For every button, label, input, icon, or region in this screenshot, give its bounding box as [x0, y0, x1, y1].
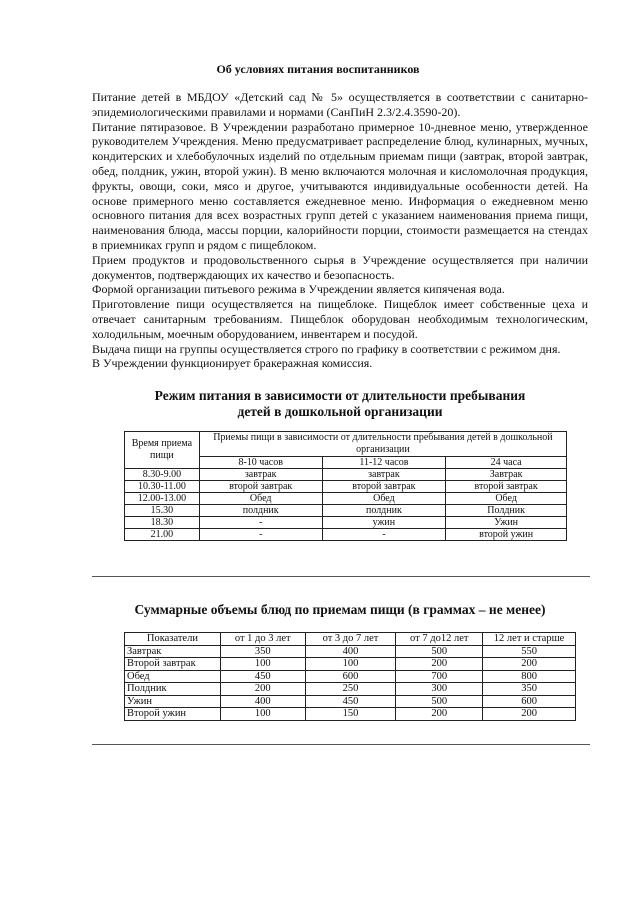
table-row [125, 658, 576, 671]
meal-schedule-table [124, 431, 567, 541]
table-cell: 200 [396, 708, 483, 721]
time-cell: 21.00 [125, 529, 200, 541]
table-cell: 300 [396, 683, 483, 696]
table-cell: 400 [220, 695, 305, 708]
table-cell: второй завтрак [446, 481, 567, 493]
table-cell: 200 [220, 683, 305, 696]
table-row [125, 708, 576, 721]
table-cell: 150 [305, 708, 396, 721]
table-row [125, 529, 567, 541]
group-header: Приемы пищи в зависимости от длительности пребывания детей в дошкольной организации [199, 432, 566, 457]
table-header-row [125, 633, 576, 646]
column-header: 11-12 часов [322, 457, 446, 469]
table-cell: 400 [305, 645, 396, 658]
table-cell: второй ужин [446, 529, 567, 541]
table-cell: 500 [396, 645, 483, 658]
row-label: Обед [125, 670, 221, 683]
time-header: Время приема пищи [125, 432, 200, 469]
portion-volumes-table [124, 632, 576, 721]
table-cell: 350 [483, 683, 576, 696]
row-label: Полдник [125, 683, 221, 696]
table-row [125, 469, 567, 481]
paragraph: Формой организации питьевого режима в Учреждении является кипяченая вода. [92, 282, 505, 297]
table-row [125, 517, 567, 529]
table-cell: Ужин [446, 517, 567, 529]
table-cell: второй завтрак [199, 481, 322, 493]
table-row [125, 670, 576, 683]
table-row [125, 505, 567, 517]
table-cell: Полдник [446, 505, 567, 517]
table-cell: 500 [396, 695, 483, 708]
row-label: Второй ужин [125, 708, 221, 721]
table-cell: - [199, 529, 322, 541]
time-cell: 8.30-9.00 [125, 469, 200, 481]
paragraph: Прием продуктов и продовольственного сырья в Учреждение осуществляется при наличии документов, подтверждающих их качество и безопасность. [92, 252, 588, 282]
column-header: 24 часа [446, 457, 567, 469]
table-cell: второй завтрак [322, 481, 446, 493]
table-cell: Завтрак [446, 469, 567, 481]
row-label: Завтрак [125, 645, 221, 658]
table-cell: 450 [220, 670, 305, 683]
table-cell: 100 [220, 708, 305, 721]
table-cell: 800 [483, 670, 576, 683]
table-cell: полдник [199, 505, 322, 517]
table-cell: 250 [305, 683, 396, 696]
paragraph: Выдача пищи на группы осуществляется строго по графику в соответствии с режимом дня. [92, 341, 561, 356]
table-cell: завтрак [199, 469, 322, 481]
table-cell: 550 [483, 645, 576, 658]
column-header: 12 лет и старше [483, 633, 576, 646]
time-cell: 10.30-11.00 [125, 481, 200, 493]
document-title: Об условиях питания воспитанников [216, 62, 420, 76]
table-cell: полдник [322, 505, 446, 517]
schedule-heading: Режим питания в зависимости от длительности пребывания детей в дошкольной организации [154, 388, 526, 419]
table-cell: 200 [483, 658, 576, 671]
paragraph: В Учреждении функционирует бракеражная комиссия. [92, 356, 373, 371]
table-cell: Обед [199, 493, 322, 505]
time-cell: 15.30 [125, 505, 200, 517]
column-header: от 3 до 7 лет [305, 633, 396, 646]
table-cell: Обед [322, 493, 446, 505]
table-cell: завтрак [322, 469, 446, 481]
table-cell: Обед [446, 493, 567, 505]
table-cell: 600 [483, 695, 576, 708]
paragraph: Питание пятиразовое. В Учреждении разработано примерное 10-дневное меню, утвержденное руководителем Учреждения. Меню предусматривает распределение блюд, кулинарных, мучных, кондитерских и хлебобулочных изделий по отдельным приемам пищи (завтрак, второй завтрак, обед, полдник, ужин, второй ужин). В меню включаются молочная и кисломолочная продукция, фрукты, овощи, соки, мясо и другое, учитываются индивидуальные особенности детей. На основе примерного меню составляется ежедневное меню. Информация о ежедневном меню основного питания для всех возрастных групп детей с указанием наименования приема пищи, наименования блюда, массы порции, калорийности порции, стоимости размещается на стендах в приемниках групп и рядом с пищеблоком. [92, 119, 588, 252]
column-header: от 1 до 3 лет [220, 633, 305, 646]
table-cell: 450 [305, 695, 396, 708]
table-row [125, 645, 576, 658]
paragraph: Питание детей в МБДОУ «Детский сад № 5» осуществляется в соответствии с санитарно-эпидемиологическими правилами и нормами (СанПиН 2.3/2.4.3590-20). [92, 90, 588, 119]
table-cell: 200 [396, 658, 483, 671]
table-row [125, 683, 576, 696]
document-body [92, 90, 588, 371]
table-cell: 100 [305, 658, 396, 671]
table-cell: 700 [396, 670, 483, 683]
time-cell: 18.30 [125, 517, 200, 529]
table-cell: - [322, 529, 446, 541]
table-row [125, 493, 567, 505]
table-cell: 200 [483, 708, 576, 721]
table-row [125, 695, 576, 708]
column-header: Показатели [125, 633, 221, 646]
table-cell: - [199, 517, 322, 529]
table-row [125, 481, 567, 493]
time-cell: 12.00-13.00 [125, 493, 200, 505]
portions-heading: Суммарные объемы блюд по приемам пищи (в граммах – не менее) [134, 602, 546, 617]
table-cell: ужин [322, 517, 446, 529]
paragraph: Приготовление пищи осуществляется на пищеблоке. Пищеблок имеет собственные цеха и отвечает санитарным требованиям. Пищеблок оборудован необходимым технологическим, холодильным, моечным оборудованием, инвентарем и посудой. [92, 297, 588, 341]
row-label: Второй завтрак [125, 658, 221, 671]
table-cell: 100 [220, 658, 305, 671]
divider [92, 576, 590, 577]
divider [92, 744, 590, 745]
column-header: 8-10 часов [199, 457, 322, 469]
row-label: Ужин [125, 695, 221, 708]
column-header: от 7 до12 лет [396, 633, 483, 646]
table-cell: 600 [305, 670, 396, 683]
table-cell: 350 [220, 645, 305, 658]
